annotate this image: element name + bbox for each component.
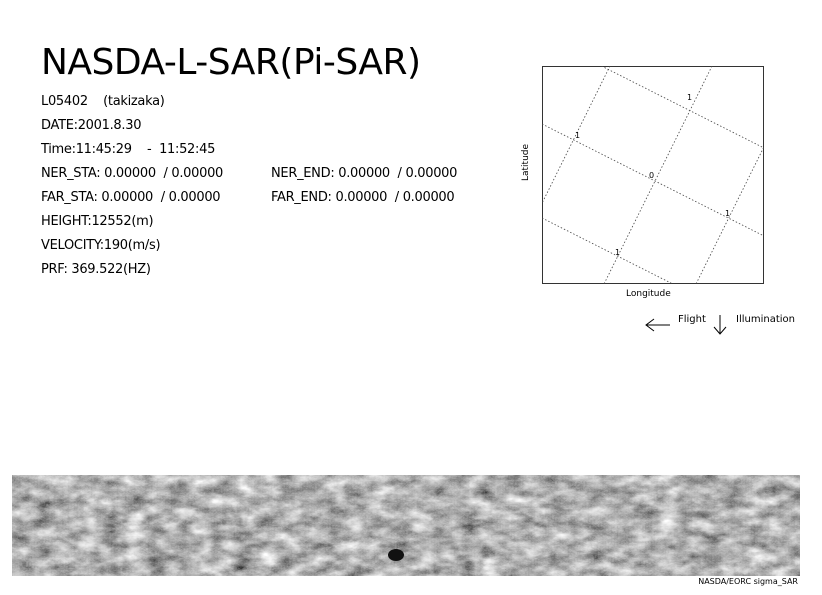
dark-lake-feature <box>388 549 404 561</box>
location-grid-map <box>542 66 764 284</box>
grid-label-left: 1 <box>575 131 581 140</box>
latitude-axis-label: Latitude <box>521 143 531 181</box>
illumination-arrow-icon <box>712 314 728 336</box>
far-end-text: FAR_END: 0.00000 / 0.00000 <box>271 190 455 205</box>
credit-text: NASDA/EORC sigma_SAR <box>698 577 798 586</box>
height-text: HEIGHT:12552(m) <box>41 214 154 229</box>
far-start-text: FAR_STA: 0.00000 / 0.00000 <box>41 190 221 205</box>
sar-image-strip <box>12 475 800 576</box>
grid-label-center: 0 <box>649 171 655 180</box>
flight-label: Flight <box>678 314 706 325</box>
velocity-text: VELOCITY:190(m/s) <box>41 238 161 253</box>
near-start-text: NER_STA: 0.00000 / 0.00000 <box>41 166 224 181</box>
grid-label-right: 1 <box>725 209 731 218</box>
grid-label-bottom: 1 <box>615 248 621 257</box>
flight-arrow-icon <box>644 317 672 333</box>
grid-label-top: 1 <box>687 93 693 102</box>
illumination-label: Illumination <box>736 314 795 325</box>
time-text: Time:11:45:29 - 11:52:45 <box>41 142 216 157</box>
longitude-axis-label: Longitude <box>626 289 671 299</box>
product-title: NASDA-L-SAR(Pi-SAR) <box>41 42 421 83</box>
near-end-text: NER_END: 0.00000 / 0.00000 <box>271 166 458 181</box>
scene-id-text: L05402 (takizaka) <box>41 94 165 109</box>
date-text: DATE:2001.8.30 <box>41 118 142 133</box>
prf-text: PRF: 369.522(HZ) <box>41 262 151 277</box>
